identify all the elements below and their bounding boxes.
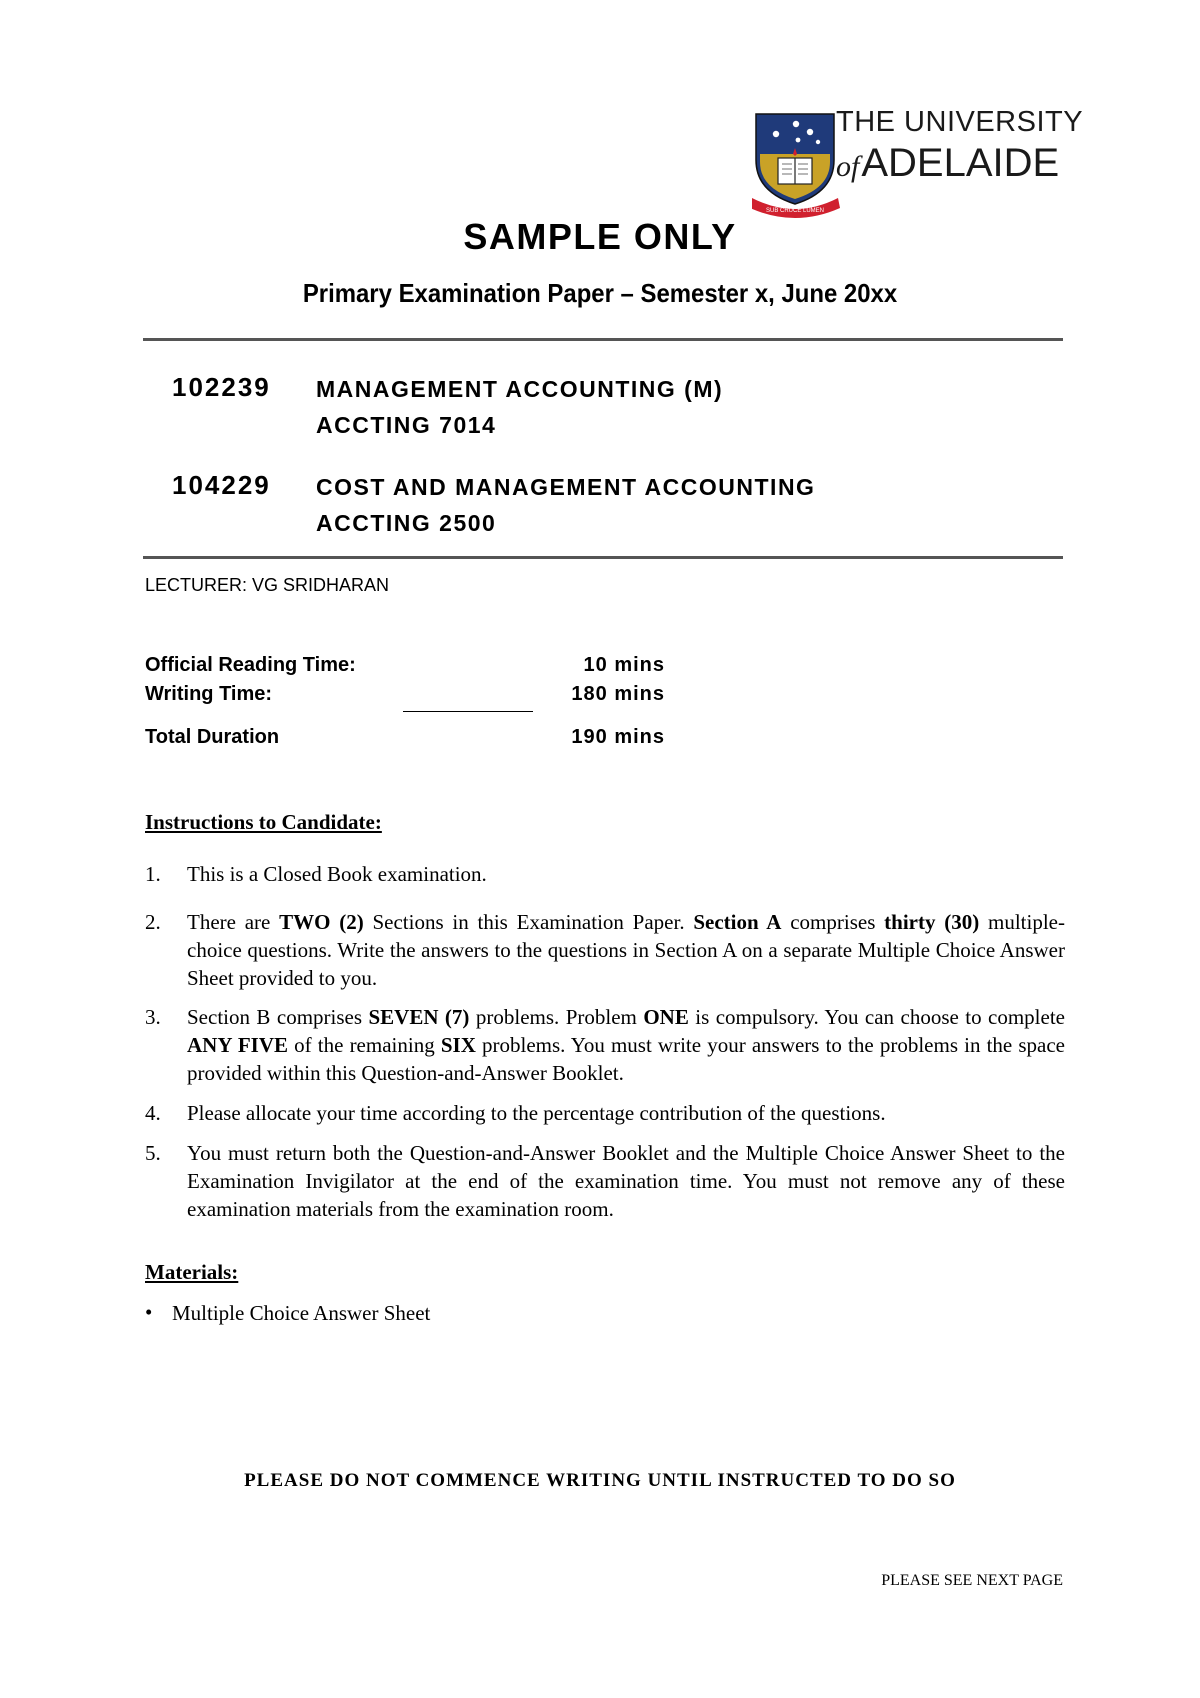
course-subject: ACCTING 7014	[316, 412, 497, 438]
instruction-number: 1.	[145, 862, 161, 886]
course-title: MANAGEMENT ACCOUNTING (M)	[316, 376, 724, 402]
wordmark-of: of	[836, 150, 860, 183]
course-code: 104229	[172, 470, 271, 500]
instruction-number: 3.	[145, 1005, 161, 1029]
university-wordmark	[836, 108, 1083, 183]
writing-time-value: 180 mins	[571, 683, 665, 705]
course-subject: ACCTING 2500	[316, 510, 497, 536]
total-duration-label: Total Duration	[145, 726, 280, 748]
materials-heading: Materials:	[145, 1260, 239, 1284]
instruction-text: There are TWO (2) Sections in this Examination Paper. Section A comprises thirty (30) multiple-choice questions. Write the answers to the questions in Section A on a separate Multiple Choice Answer Sheet provided to you.	[187, 910, 1065, 990]
instruction-number: 4.	[145, 1101, 161, 1125]
instruction-text: Please allocate your time according to the percentage contribution of the questions.	[187, 1101, 886, 1125]
wordmark-line2	[836, 143, 1083, 183]
sum-rule	[403, 711, 533, 712]
lecturer-line: LECTURER: VG SRIDHARAN	[145, 575, 390, 595]
commence-notice: PLEASE DO NOT COMMENCE WRITING UNTIL INSTRUCTED TO DO SO	[244, 1470, 956, 1491]
wordmark-adelaide: ADELAIDE	[861, 141, 1060, 185]
instruction-number: 2.	[145, 910, 161, 934]
reading-time-label: Official Reading Time:	[145, 654, 356, 676]
bullet-icon: •	[145, 1300, 153, 1324]
next-page-footer: PLEASE SEE NEXT PAGE	[881, 1572, 1063, 1589]
exam-subtitle: Primary Examination Paper – Semester x, June 20xx	[302, 278, 898, 308]
wordmark-line1: THE UNIVERSITY	[836, 106, 1084, 138]
writing-time-label: Writing Time:	[145, 683, 273, 705]
instruction-number: 5.	[145, 1141, 161, 1165]
instruction-text: You must return both the Question-and-Answer Booklet and the Multiple Choice Answer Sheet to the Examination Invigilator at the end of the examination time. You must not remove any of these examination materials from the examination room.	[187, 1141, 1065, 1221]
svg-text:SUB CRUCE LUMEN: SUB CRUCE LUMEN	[765, 208, 825, 214]
instruction-text: This is a Closed Book examination.	[187, 862, 487, 886]
crest-icon	[752, 112, 842, 218]
sample-watermark-title: SAMPLE ONLY	[463, 216, 737, 257]
materials-item-text: Multiple Choice Answer Sheet	[172, 1301, 431, 1325]
instructions-heading: Instructions to Candidate:	[145, 810, 382, 834]
total-duration-value: 190 mins	[571, 726, 665, 748]
reading-time-value: 10 mins	[583, 654, 665, 676]
divider-bottom	[143, 556, 1063, 559]
divider-top	[143, 338, 1063, 341]
instruction-text: Section B comprises SEVEN (7) problems. Problem ONE is compulsory. You can choose to complete ANY FIVE of the remaining SIX problems. You must write your answers to the problems in the space provided within this Question-and-Answer Booklet.	[187, 1005, 1066, 1085]
course-code: 102239	[172, 372, 271, 402]
course-title: COST AND MANAGEMENT ACCOUNTING	[316, 474, 816, 500]
